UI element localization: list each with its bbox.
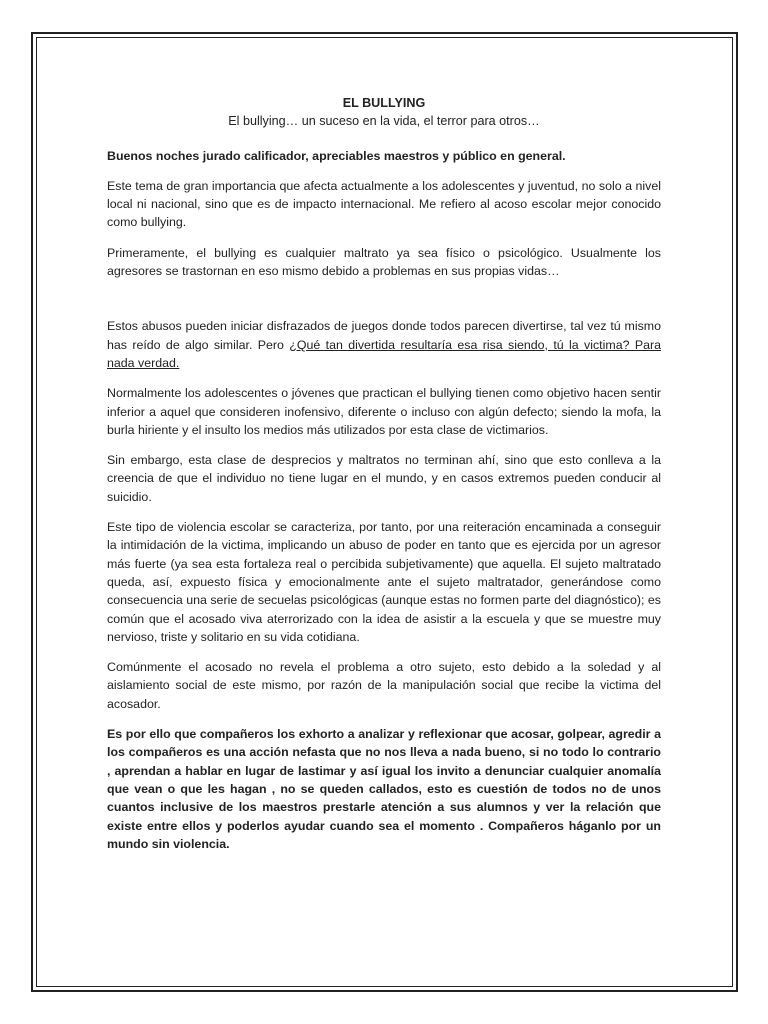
paragraph-2: Primeramente, el bullying es cualquier maltrato ya sea físico o psicológico. Usualmente los agresores se trastornan en eso mismo debido a problemas en sus propias vidas… — [107, 245, 661, 279]
paragraph-3-intro: Estos abusos pueden iniciar disfrazados de juegos donde todos parecen divertirse, tal vez tú mismo has reído de algo similar. Pero — [107, 319, 661, 352]
paragraph-4: Normalmente los adolescentes o jóvenes que practican el bullying tienen como objetivo hacen sentir inferior a aquel que consideren inofensivo, diferente o incluso con algún defecto; siendo la mofa, la burla hiriente y el insulto los medios más utilizados por esta clase de victimarios. — [107, 386, 661, 437]
spacer — [107, 292, 661, 317]
document-body — [107, 94, 661, 865]
paragraph-7: Comúnmente el acosado no revela el problema a otro sujeto, esto debido a la soledad y al aislamiento social de este mismo, por razón de la manipulación social que recibe la victima del acosador. — [107, 660, 661, 711]
paragraph-5: Sin embargo, esta clase de desprecios y maltratos no terminan ahí, sino que esto conlleva a la creencia de que el individuo no tiene lugar en el mundo, y en casos extremos pueden conducir al suicidio. — [107, 453, 661, 504]
paragraph-8-conclusion: Es por ello que compañeros los exhorto a analizar y reflexionar que acosar, golpear, agredir a los compañeros es una acción nefasta que no nos lleva a nada bueno, si no todo lo contrario , aprendan a hablar en lugar de lastimar y así igual los invito a denunciar cualquier anomalía que vean o que les hagan , no se queden callados, esto es cuestión de todos no de unos cuantos inclusive de los maestros prestarle atención a sus alumnos y ver la relación que existe entre ellos y poderlos ayudar cuando sea el momento . Compañeros háganlo por un mundo sin violencia. — [107, 727, 661, 851]
paragraph-6: Este tipo de violencia escolar se caracteriza, por tanto, por una reiteración encaminada a conseguir la intimidación de la victima, implicando un abuso de poder en tanto que es ejercida por un agresor más fuerte (ya sea esta fortaleza real o percibida subjetivamente) que aquella. El sujeto maltratado queda, así, expuesto física y emocionalmente ante el sujeto maltratador, generándose como consecuencia una serie de secuelas psicológicas (aunque estas no formen parte del diagnóstico); es común que el acosado viva aterrorizado con la idea de asistir a la escuela y que se muestre muy nervioso, triste y solitario en su vida cotidiana. — [107, 520, 661, 644]
paragraph-3-question: ¿Qué tan divertida resultaría esa risa siendo, tú la victima? Para nada verdad. — [107, 337, 661, 370]
paragraph-3 — [107, 317, 661, 372]
paragraph-1: Este tema de gran importancia que afecta actualmente a los adolescentes y juventud, no solo a nivel local ni nacional, sino que es de impacto internacional. Me refiero al acoso escolar mejor conocido como bullying. — [107, 178, 661, 230]
greeting-paragraph: Buenos noches jurado calificador, apreciables maestros y público en general. — [107, 148, 566, 163]
document-subtitle: El bullying… un suceso en la vida, el terror para otros… — [228, 114, 540, 129]
document-title: EL BULLYING — [342, 96, 426, 110]
